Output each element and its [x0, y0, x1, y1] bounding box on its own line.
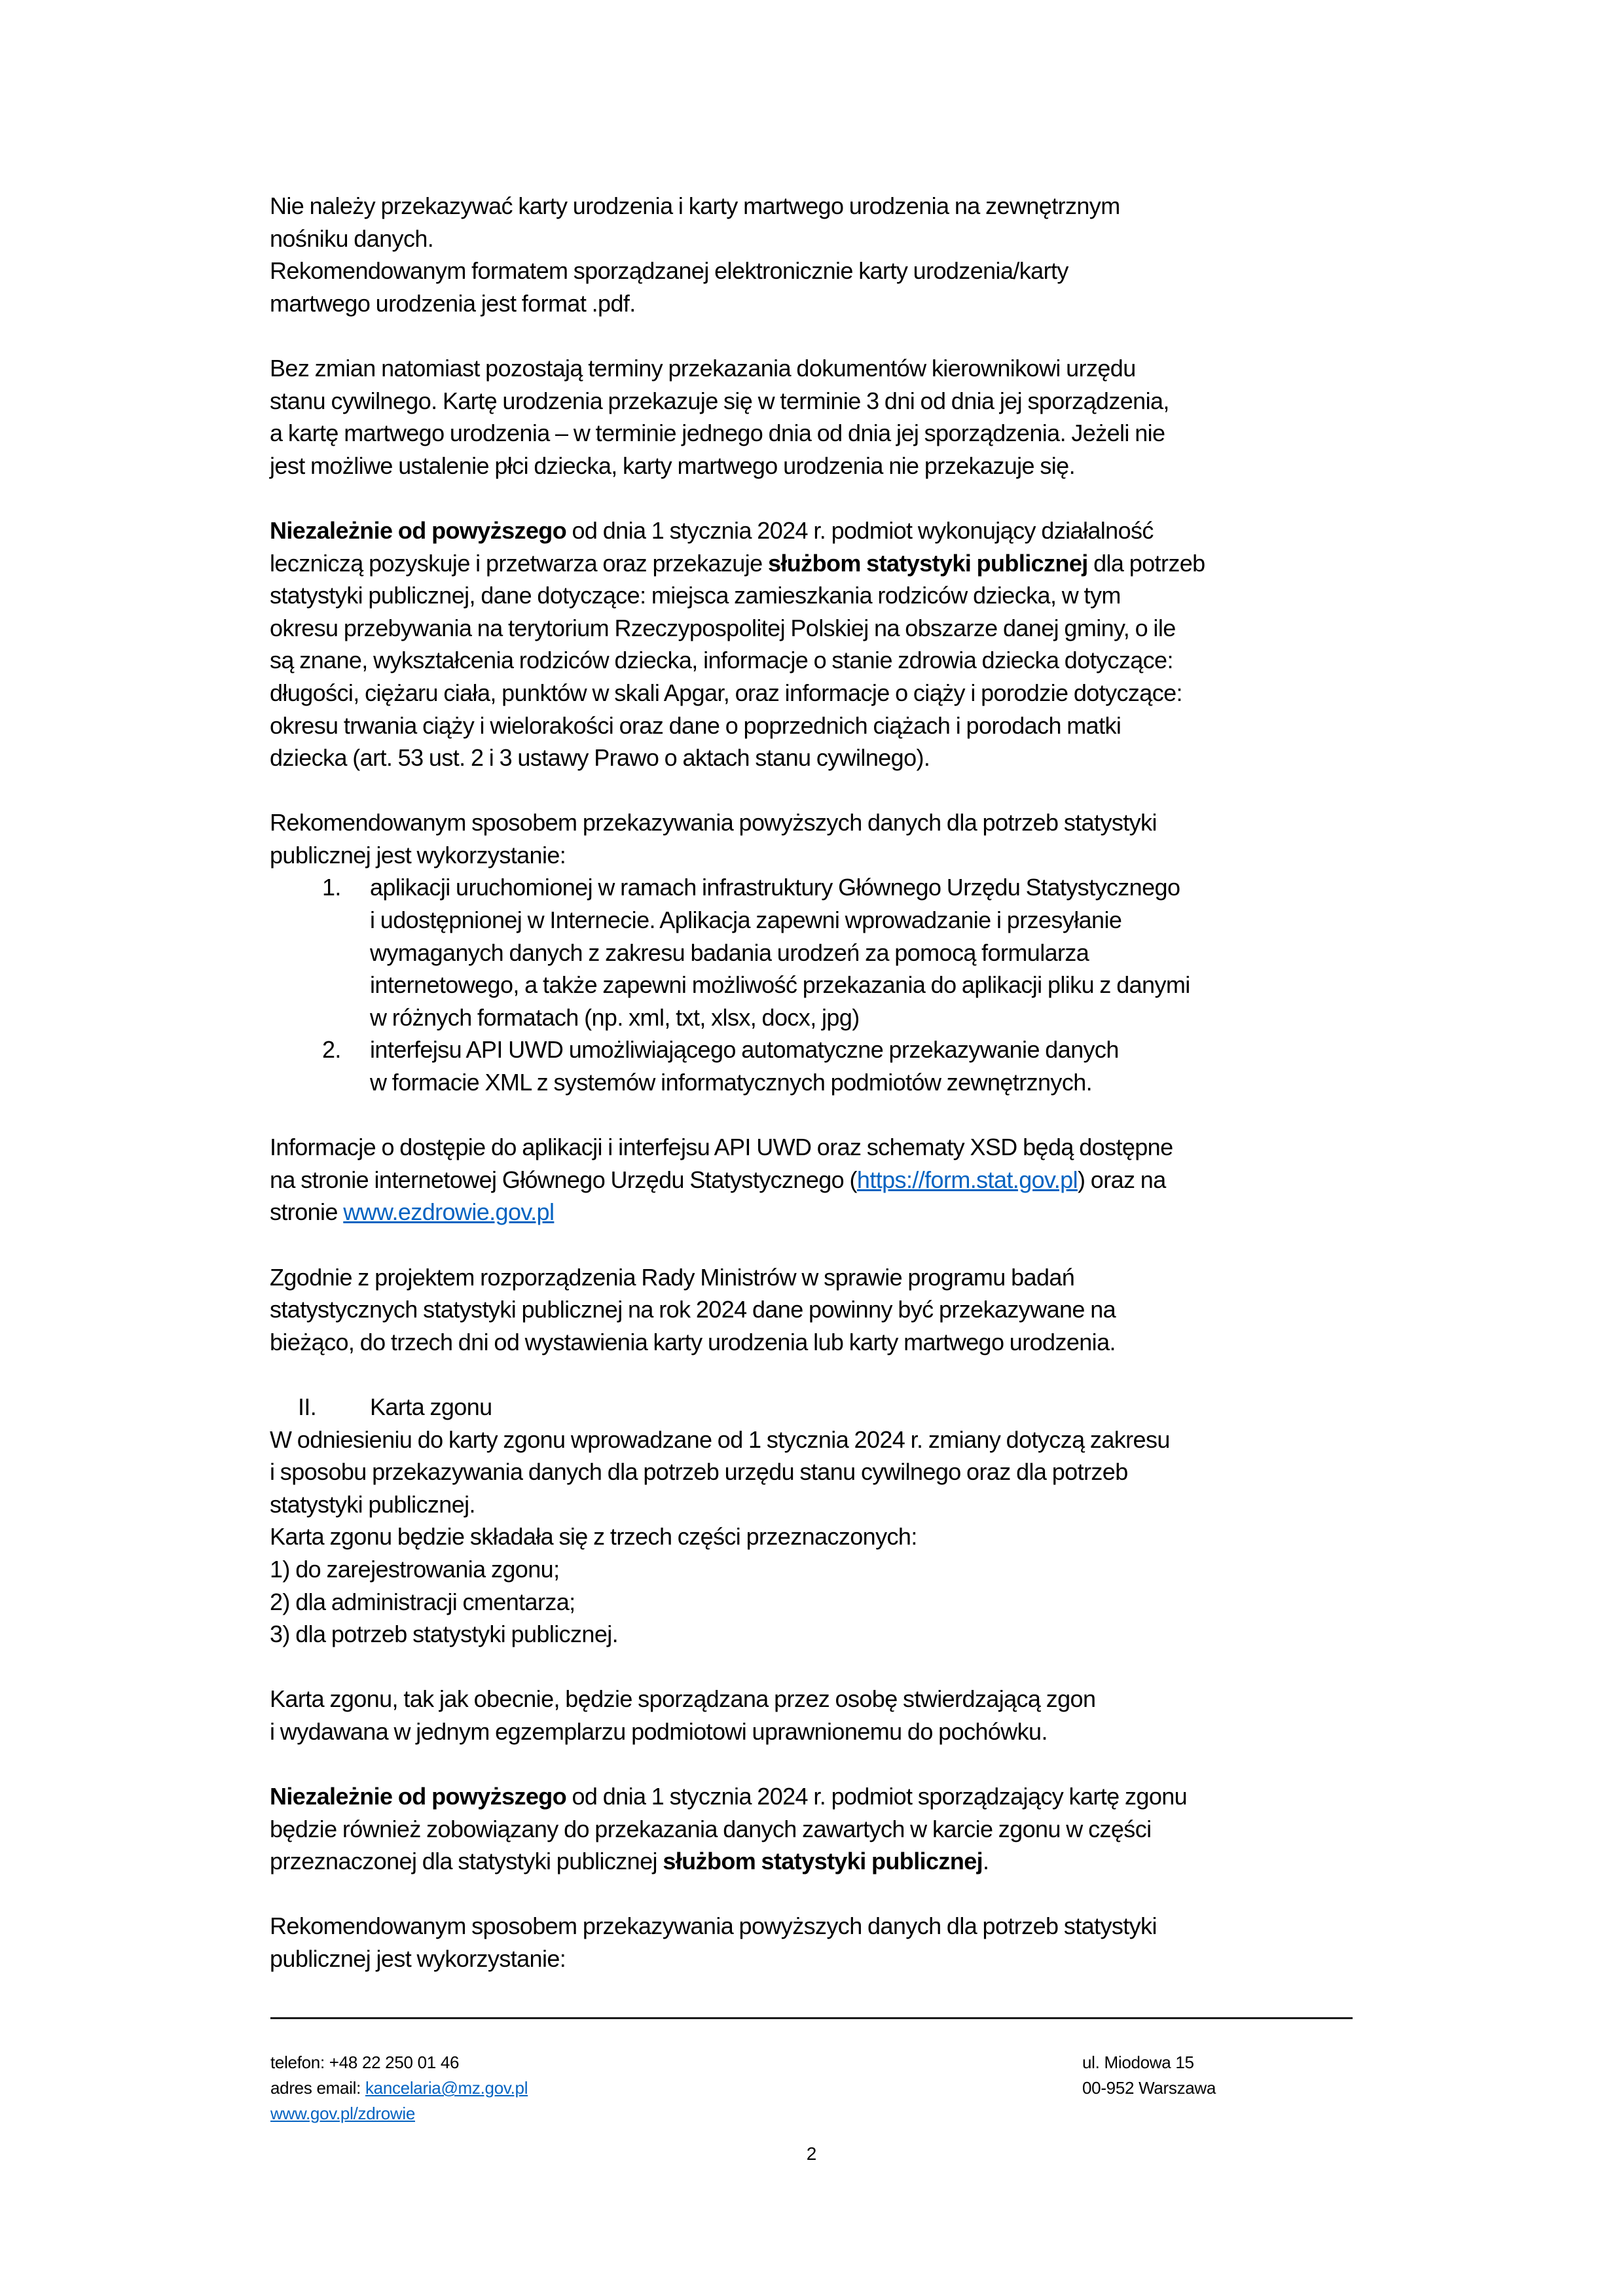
- list-item: [270, 1033, 1357, 1098]
- text-span: dla potrzeb: [1087, 549, 1205, 577]
- text-line: internetowego, a także zapewni możliwość przekazania do aplikacji pliku z danymi: [370, 971, 1190, 999]
- text-line: w formacie XML z systemów informatycznych podmiotów zewnętrznych.: [370, 1069, 1093, 1096]
- footer-email-link[interactable]: kancelaria@mz.gov.pl: [365, 2078, 528, 2098]
- text-line: W odniesieniu do karty zgonu wprowadzane od 1 stycznia 2024 r. zmiany dotyczą zakresu: [270, 1426, 1170, 1453]
- text-span: leczniczą pozyskuje i przetwarza oraz przekazuje: [270, 549, 768, 577]
- text-line: statystycznych statystyki publicznej na rok 2024 dane powinny być przekazywane na: [270, 1296, 1116, 1323]
- footer-contact: [270, 2050, 528, 2126]
- footer-email-line: [270, 2075, 528, 2101]
- text-line: Zgodnie z projektem rozporządzenia Rady Ministrów w sprawie programu badań: [270, 1263, 1075, 1291]
- list-number: 1.: [322, 874, 341, 901]
- text-line: publicznej jest wykorzystanie:: [270, 1945, 566, 1973]
- paragraph-external-media: [270, 190, 1357, 319]
- paragraph-regulation: [270, 1261, 1357, 1359]
- text-line: nośniku danych.: [270, 224, 434, 252]
- text-line: bieżąco, do trzech dni od wystawienia karty urodzenia lub karty martwego urodzenia.: [270, 1328, 1116, 1355]
- text-span: stronie: [270, 1198, 344, 1226]
- list-item: [270, 871, 1357, 1033]
- footer-phone: telefon: +48 22 250 01 46: [270, 2053, 460, 2072]
- section-number: II.: [298, 1393, 317, 1420]
- text-line: martwego urodzenia jest format .pdf.: [270, 289, 636, 317]
- footer-website-link[interactable]: www.gov.pl/zdrowie: [270, 2104, 415, 2123]
- text-line: statystyki publicznej.: [270, 1490, 475, 1518]
- text-line: 2) dla administracji cmentarza;: [270, 1588, 575, 1615]
- footer-city: 00-952 Warszawa: [1082, 2078, 1216, 2098]
- text-line: i udostępnionej w Internecie. Aplikacja zapewni wprowadzanie i przesyłanie: [370, 906, 1122, 934]
- footer-street: ul. Miodowa 15: [1082, 2053, 1194, 2072]
- text-line: publicznej jest wykorzystanie:: [270, 841, 566, 869]
- bold-phrase: służbom statystyki publicznej: [767, 549, 1088, 577]
- text-line: Bez zmian natomiast pozostają terminy przekazania dokumentów kierownikowi urzędu: [270, 354, 1136, 382]
- footer-email-label: adres email:: [270, 2078, 365, 2098]
- text-line: aplikacji uruchomionej w ramach infrastruktury Głównego Urzędu Statystycznego: [370, 874, 1180, 901]
- text-line: jest możliwe ustalenie płci dziecka, karty martwego urodzenia nie przekazuje się.: [270, 452, 1076, 479]
- paragraph-deadlines: [270, 352, 1357, 482]
- text-line: Rekomendowanym formatem sporządzanej elektronicznie karty urodzenia/karty: [270, 257, 1068, 285]
- paragraph-death-certificate-issuing: [270, 1683, 1357, 1748]
- text-line: stanu cywilnego. Kartę urodzenia przekazuje się w terminie 3 dni od dnia jej sporządzenia,: [270, 387, 1169, 414]
- text-line: a kartę martwego urodzenia – w terminie jednego dnia od dnia jej sporządzenia. Jeżeli nie: [270, 420, 1165, 447]
- paragraph-recommended-method-death: [270, 1910, 1357, 1975]
- ezdrowie-link[interactable]: www.ezdrowie.gov.pl: [343, 1198, 555, 1226]
- text-line: Nie należy przekazywać karty urodzenia i karty martwego urodzenia na zewnętrznym: [270, 192, 1120, 219]
- text-line: w różnych formatach (np. xml, txt, xlsx, docx, jpg): [370, 1003, 860, 1031]
- footer-website-line: [270, 2101, 528, 2126]
- text-line: będzie również zobowiązany do przekazania danych zawartych w karcie zgonu w części: [270, 1815, 1152, 1842]
- text-line: okresu przebywania na terytorium Rzeczypospolitej Polskiej na obszarze danej gminy, o ile: [270, 614, 1176, 641]
- text-line: Rekomendowanym sposobem przekazywania powyższych danych dla potrzeb statystyki: [270, 809, 1157, 836]
- paragraph-statistics-death: [270, 1780, 1357, 1878]
- paragraph-recommended-method-birth: [270, 806, 1357, 1098]
- text-span: od dnia 1 stycznia 2024 r. podmiot wykonujący działalność: [566, 516, 1154, 544]
- text-line: [270, 547, 1357, 580]
- bold-phrase: Niezależnie od powyższego: [270, 516, 567, 544]
- text-span: na stronie internetowej Głównego Urzędu Statystycznego (: [270, 1166, 857, 1193]
- text-line: dziecka (art. 53 ust. 2 i 3 ustawy Prawo o aktach stanu cywilnego).: [270, 744, 930, 772]
- page-number: 2: [806, 2144, 817, 2164]
- footer-address: [1082, 2050, 1216, 2101]
- text-line: Informacje o dostępie do aplikacji i interfejsu API UWD oraz schematy XSD będą dostępne: [270, 1134, 1173, 1161]
- text-line: i sposobu przekazywania danych dla potrzeb urzędu stanu cywilnego oraz dla potrzeb: [270, 1458, 1128, 1486]
- text-line: wymaganych danych z zakresu badania urodzeń za pomocą formularza: [370, 939, 1089, 966]
- text-line: [270, 1845, 1357, 1878]
- list-number: 2.: [322, 1036, 341, 1064]
- text-line: statystyki publicznej, dane dotyczące: miejsca zamieszkania rodziców dziecka, w tym: [270, 582, 1121, 609]
- section-death-certificate: [270, 1391, 1357, 1651]
- text-line: Karta zgonu, tak jak obecnie, będzie sporządzana przez osobę stwierdzającą zgon: [270, 1685, 1096, 1713]
- section-title: Karta zgonu: [370, 1393, 492, 1420]
- text-line: [270, 1164, 1357, 1196]
- paragraph-access-info: [270, 1131, 1357, 1229]
- text-line: [270, 1780, 1357, 1813]
- text-line: okresu trwania ciąży i wielorakości oraz dane o poprzednich ciążach i porodach matki: [270, 711, 1122, 739]
- text-line: [270, 514, 1357, 547]
- text-line: Karta zgonu będzie składała się z trzech części przeznaczonych:: [270, 1523, 917, 1551]
- text-line: 3) dla potrzeb statystyki publicznej.: [270, 1621, 619, 1648]
- section-heading: [270, 1391, 1357, 1424]
- bold-phrase: służbom statystyki publicznej: [663, 1848, 983, 1875]
- text-span: przeznaczonej dla statystyki publicznej: [270, 1848, 663, 1875]
- text-line: są znane, wykształcenia rodziców dziecka, informacje o stanie zdrowia dziecka dotyczące:: [270, 647, 1173, 674]
- paragraph-statistics-birth: [270, 514, 1357, 774]
- text-line: Rekomendowanym sposobem przekazywania powyższych danych dla potrzeb statystyki: [270, 1912, 1157, 1940]
- text-line: 1) do zarejestrowania zgonu;: [270, 1555, 560, 1583]
- text-line: długości, ciężaru ciała, punktów w skali Apgar, oraz informacje o ciąży i porodzie dotyczące:: [270, 679, 1182, 706]
- text-span: ) oraz na: [1077, 1166, 1166, 1193]
- text-line: i wydawana w jednym egzemplarzu podmiotowi uprawnionemu do pochówku.: [270, 1717, 1048, 1745]
- text-span: od dnia 1 stycznia 2024 r. podmiot sporządzający kartę zgonu: [566, 1783, 1188, 1810]
- text-line: [270, 1196, 1357, 1229]
- footer-divider: [270, 2017, 1353, 2019]
- document-body: [270, 190, 1357, 1975]
- bold-phrase: Niezależnie od powyższego: [270, 1783, 567, 1810]
- text-span: .: [983, 1848, 989, 1875]
- form-stat-link[interactable]: https://form.stat.gov.pl: [856, 1166, 1078, 1193]
- numbered-list: [270, 871, 1357, 1098]
- text-line: interfejsu API UWD umożliwiającego automatyczne przekazywanie danych: [370, 1036, 1119, 1064]
